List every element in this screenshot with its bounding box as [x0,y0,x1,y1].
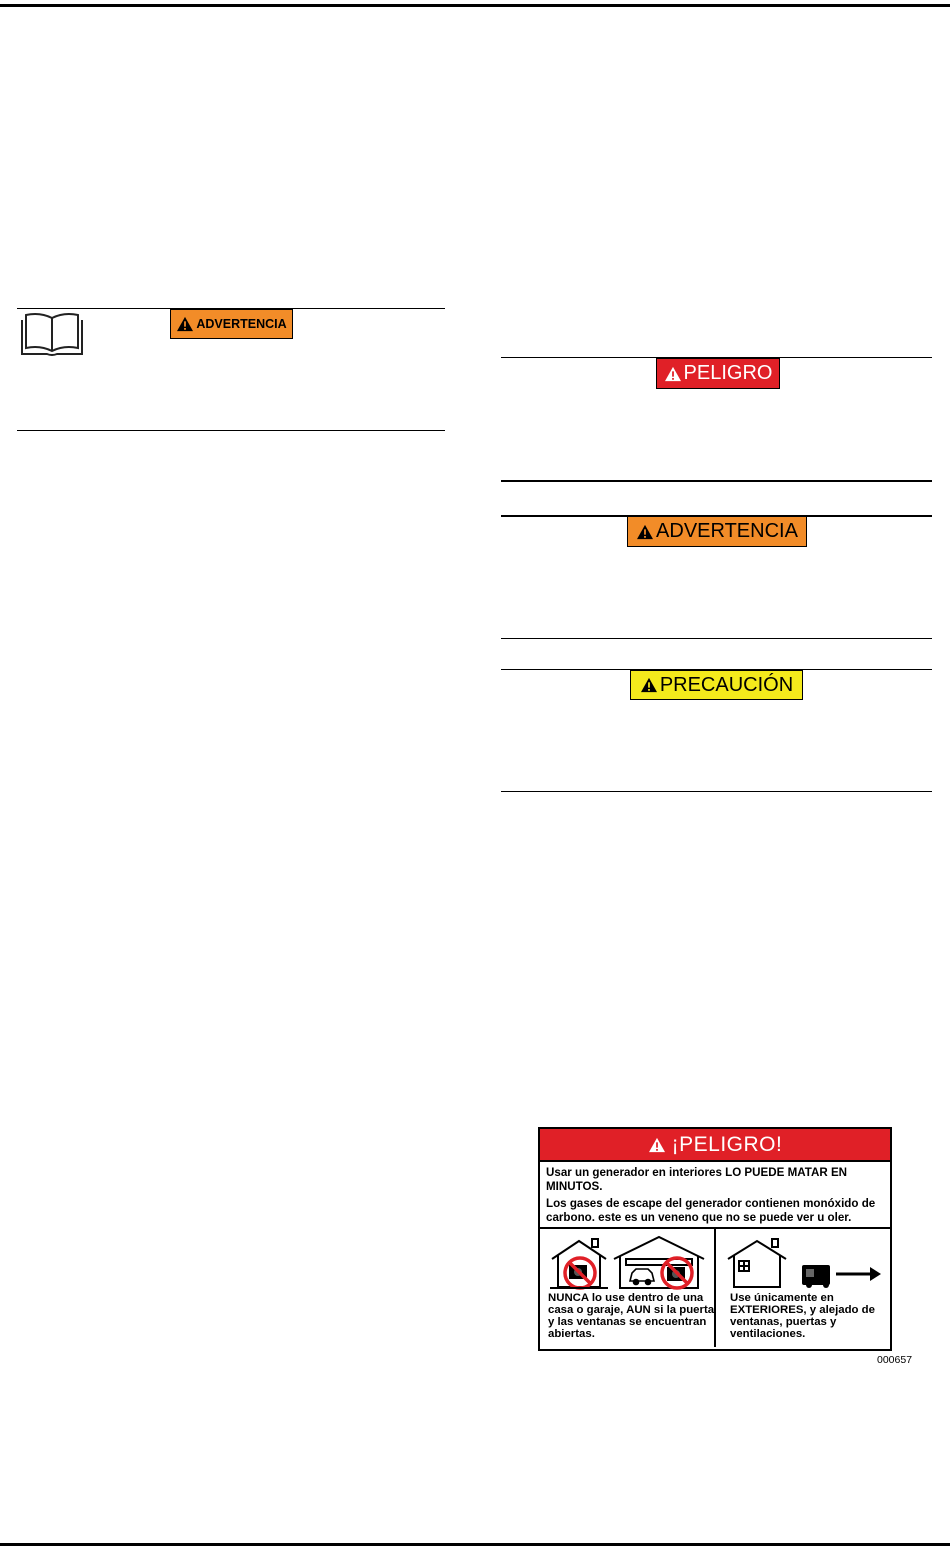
warning-triangle-icon [664,366,682,382]
divider [17,430,445,431]
divider [501,480,932,482]
warning-triangle-icon [636,524,654,540]
peligro-label [656,358,780,389]
manual-book-icon [20,312,84,356]
indoor-prohibited-illustration [550,1235,710,1291]
decal-panel-never-indoors [540,1229,716,1347]
arrow-right-icon [836,1267,881,1281]
decal-body [540,1162,890,1229]
house-icon [552,1239,606,1287]
top-rule [0,4,950,7]
decal-header [540,1129,890,1162]
car-icon [630,1269,654,1285]
peligro-text: PELIGRO [683,362,773,384]
carbon-monoxide-decal [538,1127,892,1351]
precaucion-text: PRECAUCIÓN [659,673,794,696]
bottom-rule [0,1543,950,1546]
decal-line-1: Usar un generador en interiores LO PUEDE MATAR EN MINUTOS. [546,1166,848,1193]
warning-triangle-icon [648,1137,666,1153]
advertencia-label-small [170,309,293,339]
decal-line-2: Los gases de escape del generador contienen monóxido de carbono. este es un veneno que no se puede ver u oler. [546,1197,876,1224]
warning-triangle-icon [176,316,194,332]
decal-code: 000657 [877,1354,913,1366]
decal-title: ¡PELIGRO! [671,1132,783,1156]
advertencia-text: ADVERTENCIA [656,520,798,542]
divider [501,791,932,792]
warning-triangle-icon [640,677,658,693]
decal-panels [540,1229,890,1347]
house-icon [728,1239,786,1287]
decal-panel-outdoors-only [716,1229,890,1347]
decal-left-caption: NUNCA lo use dentro de una casa o garaje, AUN si la puerta y las ventanas se encuentran abiertas. [548,1292,715,1340]
decal-right-caption: Use únicamente en EXTERIORES, y alejado de ventanas, puertas y ventilaciones. [730,1292,875,1340]
divider [501,638,932,639]
advertencia-label [627,516,807,547]
precaucion-label [630,670,803,700]
generator-icon [802,1265,830,1288]
outdoor-use-illustration [726,1235,886,1291]
prohibited-icon [662,1258,692,1288]
advertencia-small-text: ADVERTENCIA [196,317,287,331]
